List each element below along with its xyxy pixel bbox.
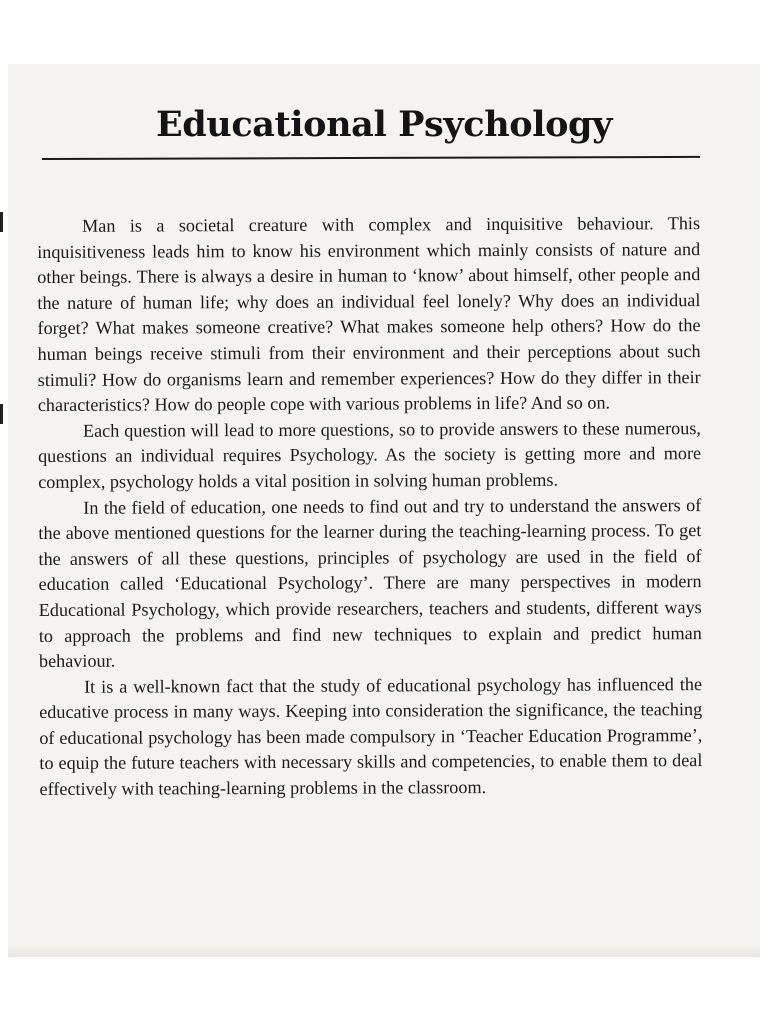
binding-mark-top (0, 212, 3, 232)
body-text (37, 211, 703, 803)
paragraph: Man is a societal creature with complex and inquisitive behaviour. This inquisitiveness leads him to know his environment which mainly consists of nature and other beings. There is always a desire in human to ‘know’ about himself, other people and the nature of human life; why does an individual feel lonely? Why does an individual forget? What makes someone creative? What makes someone help others? How do the human beings receive stimuli from their environment and their perceptions about such stimuli? How do organisms learn and remember experiences? How do they differ in their characteristics? How do people cope with various problems in life? And so on. (37, 213, 701, 416)
page-title: Educational Psychology (155, 104, 613, 145)
binding-mark-bottom (0, 404, 3, 424)
paragraph: In the field of education, one needs to find out and try to understand the answers of the above mentioned questions for the learner during the teaching-learning process. To get the answers of all these questions, principles of psychology are used in the field of education called ‘Educational Psychology’. There are many perspectives in modern Educational Psychology, which provide researchers, teachers and students, different ways to approach the problems and find new techniques to explain and predict human behaviour. (38, 494, 702, 672)
paragraph: It is a well-known fact that the study of educational psychology has influenced the educative process in many ways. Keeping into consideration the significance, the teaching of educational psychology has been made compulsory in ‘Teacher Education Programme’, to equip the future teachers with necessary skills and competencies, to enable them to deal effectively with teaching-learning problems in the classroom. (39, 673, 703, 800)
paragraph: Each question will lead to more questions, so to provide answers to these numerous, questions an individual requires Psychology. As the society is getting more and more complex, psychology holds a vital position in solving human problems. (38, 417, 702, 492)
page-bottom-edge (8, 945, 760, 957)
